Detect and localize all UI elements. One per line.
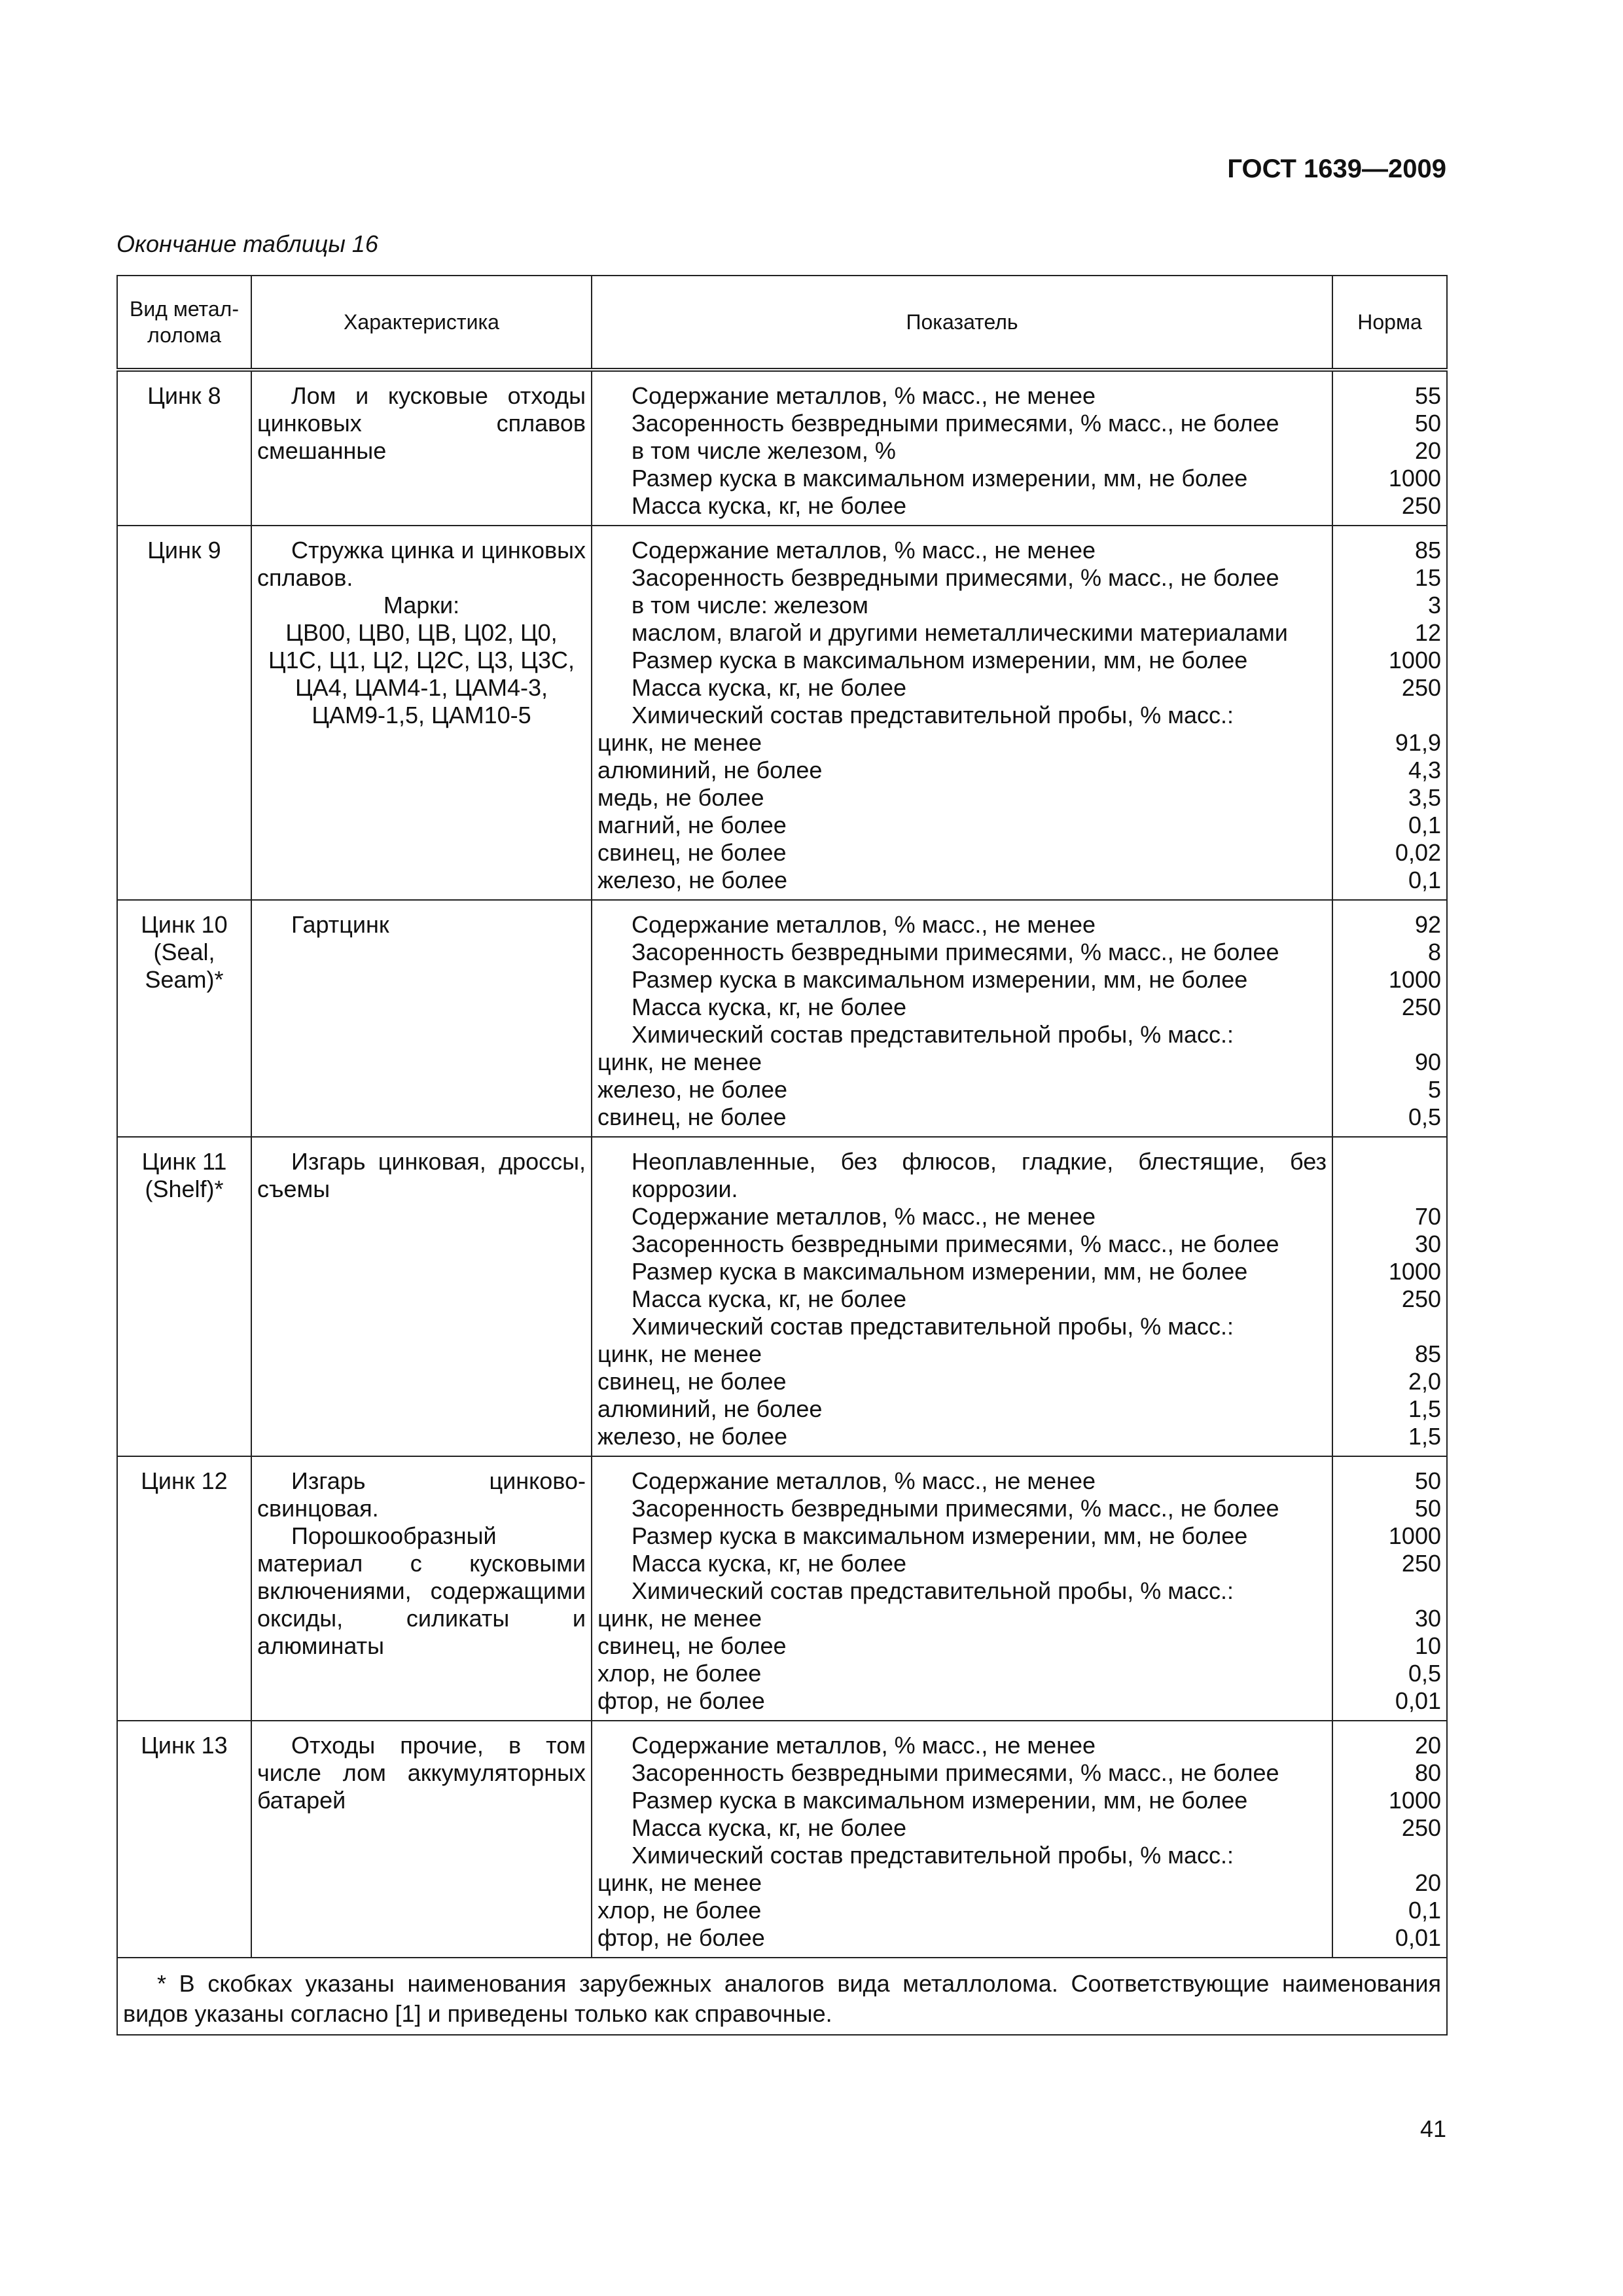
indicator-line: Размер куска в максимальном измерении, мм, не более bbox=[632, 1522, 1248, 1549]
column-header-kind: Вид метал- лолома bbox=[117, 276, 251, 370]
table-row bbox=[117, 900, 1447, 1137]
characteristic-cell bbox=[251, 1137, 592, 1456]
norm-cell bbox=[1332, 526, 1447, 900]
norm-cell bbox=[1332, 900, 1447, 1137]
table-row bbox=[117, 1721, 1447, 1958]
table-row bbox=[117, 370, 1447, 526]
norm-cell bbox=[1332, 1721, 1447, 1958]
table-row bbox=[117, 1137, 1447, 1456]
norm-value: 0,01 bbox=[1395, 1924, 1441, 1951]
indicator-line: железо, не более bbox=[597, 867, 788, 893]
norm-value: 92 bbox=[1414, 911, 1441, 938]
indicator-line: Засоренность безвредными примесями, % масс., не более bbox=[632, 1230, 1279, 1257]
scrap-kind-cell bbox=[117, 526, 251, 900]
norm-value: 1000 bbox=[1388, 1258, 1441, 1285]
indicator-line: Содержание металлов, % масс., не менее bbox=[632, 382, 1096, 409]
indicator-line: хлор, не более bbox=[597, 1897, 762, 1924]
norm-value: 5 bbox=[1427, 1076, 1441, 1103]
indicator-line: алюминий, не более bbox=[597, 1395, 823, 1422]
characteristic-text: Стружка цинка и цинковых сплавов. bbox=[257, 537, 586, 591]
characteristic-cell bbox=[251, 526, 592, 900]
scrap-kind-label: Seam)* bbox=[145, 966, 224, 993]
norm-value: 250 bbox=[1401, 1285, 1441, 1312]
norm-value bbox=[1338, 1577, 1441, 1605]
scrap-kind-label: Цинк 12 bbox=[141, 1467, 228, 1494]
indicator-line: свинец, не более bbox=[597, 1632, 787, 1659]
indicator-line: Содержание металлов, % масс., не менее bbox=[632, 537, 1096, 564]
indicator-line: Химический состав представительной пробы, % масс.: bbox=[632, 1577, 1234, 1604]
norm-value: 50 bbox=[1414, 410, 1441, 437]
norm-value: 1,5 bbox=[1408, 1395, 1441, 1422]
norm-value: 0,5 bbox=[1408, 1103, 1441, 1130]
norm-value: 1000 bbox=[1388, 1787, 1441, 1814]
norm-cell bbox=[1332, 370, 1447, 526]
indicator-line: цинк, не менее bbox=[597, 1049, 762, 1075]
norm-value: 4,3 bbox=[1408, 757, 1441, 783]
indicator-line: Масса куска, кг, не более bbox=[632, 674, 907, 701]
norm-value: 250 bbox=[1401, 994, 1441, 1020]
indicator-line: Химический состав представительной пробы, % масс.: bbox=[632, 702, 1234, 728]
indicator-line: свинец, не более bbox=[597, 1368, 787, 1395]
norm-value: 250 bbox=[1401, 1814, 1441, 1841]
characteristic-text: Изгарь цинковая, дроссы, съемы bbox=[257, 1148, 586, 1202]
norm-value: 1000 bbox=[1388, 1522, 1441, 1549]
footnote-row bbox=[117, 1958, 1447, 2035]
norm-cell bbox=[1332, 1137, 1447, 1456]
characteristic-text: Отходы прочие, в том числе лом аккумуляторных батарей bbox=[257, 1732, 586, 1814]
metal-scrap-table bbox=[116, 275, 1448, 2036]
characteristic-cell bbox=[251, 1721, 592, 1958]
indicator-line: цинк, не менее bbox=[597, 729, 762, 756]
indicator-line: фтор, не более bbox=[597, 1687, 765, 1714]
norm-value bbox=[1338, 1021, 1441, 1049]
norm-value: 85 bbox=[1414, 537, 1441, 564]
indicator-cell bbox=[592, 1456, 1332, 1721]
indicator-line: Размер куска в максимальном измерении, мм, не более bbox=[632, 647, 1248, 673]
norm-value: 10 bbox=[1414, 1632, 1441, 1659]
indicator-cell bbox=[592, 900, 1332, 1137]
indicator-intro: Неоплавленные, без флюсов, гладкие, блестящие, без коррозии. bbox=[632, 1148, 1327, 1202]
scrap-kind-cell bbox=[117, 900, 251, 1137]
norm-value: 91,9 bbox=[1395, 729, 1441, 756]
norm-value bbox=[1338, 1313, 1441, 1340]
norm-value: 0,5 bbox=[1408, 1660, 1441, 1687]
scrap-kind-cell bbox=[117, 370, 251, 526]
indicator-line: Размер куска в максимальном измерении, мм, не более bbox=[632, 966, 1248, 993]
norm-value: 0,1 bbox=[1408, 812, 1441, 838]
scrap-kind-label: (Seal, bbox=[153, 939, 215, 965]
scrap-kind-cell bbox=[117, 1721, 251, 1958]
norm-value: 30 bbox=[1414, 1605, 1441, 1632]
norm-value: 250 bbox=[1401, 1550, 1441, 1577]
indicator-line: Содержание металлов, % масс., не менее bbox=[632, 1203, 1096, 1230]
norm-value: 70 bbox=[1414, 1203, 1441, 1230]
norm-value: 85 bbox=[1414, 1340, 1441, 1367]
page-number: 41 bbox=[1419, 2115, 1446, 2142]
characteristic-cell bbox=[251, 1456, 592, 1721]
norm-value: 0,1 bbox=[1408, 867, 1441, 893]
indicator-line: маслом, влагой и другими неметаллическими материалами bbox=[632, 619, 1288, 646]
scrap-kind-label: Цинк 10 bbox=[141, 911, 228, 938]
indicator-line: алюминий, не более bbox=[597, 757, 823, 783]
indicator-line: Масса куска, кг, не более bbox=[632, 1814, 907, 1841]
indicator-line: Размер куска в максимальном измерении, мм, не более bbox=[632, 1258, 1248, 1285]
indicator-line: железо, не более bbox=[597, 1076, 788, 1103]
indicator-line: Засоренность безвредными примесями, % масс., не более bbox=[632, 564, 1279, 591]
norm-value: 3,5 bbox=[1408, 784, 1441, 811]
characteristic-text: Порошкообразный материал с кусковыми включениями, содержащими оксиды, силикаты и алюминаты bbox=[257, 1522, 586, 1659]
norm-value: 0,01 bbox=[1395, 1687, 1441, 1714]
norm-value: 3 bbox=[1427, 592, 1441, 619]
indicator-line: хлор, не более bbox=[597, 1660, 762, 1687]
norm-value: 1000 bbox=[1388, 647, 1441, 673]
scrap-kind-label: Цинк 9 bbox=[147, 537, 221, 564]
norm-value: 30 bbox=[1414, 1230, 1441, 1257]
indicator-line: Засоренность безвредными примесями, % масс., не более bbox=[632, 939, 1279, 965]
indicator-line: железо, не более bbox=[597, 1423, 788, 1450]
norm-cell bbox=[1332, 1456, 1447, 1721]
indicator-line: Засоренность безвредными примесями, % масс., не более bbox=[632, 1759, 1279, 1786]
norm-value: 12 bbox=[1414, 619, 1441, 646]
scrap-kind-label: Цинк 13 bbox=[141, 1732, 228, 1759]
indicator-line: свинец, не более bbox=[597, 1103, 787, 1130]
norm-value: 1000 bbox=[1388, 966, 1441, 993]
column-header-characteristic: Характеристика bbox=[251, 276, 592, 370]
norm-value: 80 bbox=[1414, 1759, 1441, 1786]
table-row bbox=[117, 1456, 1447, 1721]
norm-value: 8 bbox=[1427, 939, 1441, 965]
indicator-line: цинк, не менее bbox=[597, 1605, 762, 1632]
indicator-line: Содержание металлов, % масс., не менее bbox=[632, 911, 1096, 938]
indicator-line: в том числе: железом bbox=[632, 592, 868, 619]
grades-label: Марки: bbox=[383, 592, 460, 619]
norm-value bbox=[1338, 1842, 1441, 1869]
scrap-kind-cell bbox=[117, 1137, 251, 1456]
table-caption: Окончание таблицы 16 bbox=[116, 230, 378, 257]
indicator-line: Содержание металлов, % масс., не менее bbox=[632, 1467, 1096, 1494]
indicator-line: фтор, не более bbox=[597, 1924, 765, 1951]
indicator-line: Химический состав представительной пробы, % масс.: bbox=[632, 1313, 1234, 1340]
table-footnote: * В скобках указаны наименования зарубежных аналогов вида металлолома. Соответствующие наименования видов указаны согласно [1] и приведены только как справочные. bbox=[117, 1958, 1447, 2035]
scrap-kind-label: (Shelf)* bbox=[145, 1175, 224, 1202]
grades-list: ЦВ00, ЦВ0, ЦВ, Ц02, Ц0, Ц1С, Ц1, Ц2, Ц2С, Ц3, Ц3С, ЦА4, ЦАМ4-1, ЦАМ4-3, ЦАМ9-1,5, ЦАМ10-5 bbox=[268, 619, 575, 728]
indicator-line: Засоренность безвредными примесями, % масс., не более bbox=[632, 1495, 1279, 1522]
norm-value: 50 bbox=[1414, 1495, 1441, 1522]
indicator-line: Масса куска, кг, не более bbox=[632, 1285, 907, 1312]
indicator-line: цинк, не менее bbox=[597, 1869, 762, 1896]
norm-value: 55 bbox=[1414, 382, 1441, 409]
norm-value: 250 bbox=[1401, 492, 1441, 519]
document-code: ГОСТ 1639—2009 bbox=[1227, 154, 1446, 183]
norm-value: 1000 bbox=[1388, 465, 1441, 492]
norm-value: 0,1 bbox=[1408, 1897, 1441, 1924]
norm-value: 20 bbox=[1414, 1869, 1441, 1896]
characteristic-cell bbox=[251, 370, 592, 526]
table-body bbox=[117, 370, 1447, 1958]
column-header-norm: Норма bbox=[1332, 276, 1447, 370]
norm-value: 1,5 bbox=[1408, 1423, 1441, 1450]
scrap-kind-label: Цинк 8 bbox=[147, 382, 221, 409]
norm-value: 250 bbox=[1401, 674, 1441, 701]
indicator-line: медь, не более bbox=[597, 784, 764, 811]
indicator-line: свинец, не более bbox=[597, 839, 787, 866]
indicator-line: в том числе железом, % bbox=[632, 437, 896, 464]
indicator-cell bbox=[592, 1721, 1332, 1958]
column-header-indicator: Показатель bbox=[592, 276, 1332, 370]
characteristic-text: Гартцинк bbox=[291, 911, 389, 938]
scrap-kind-cell bbox=[117, 1456, 251, 1721]
norm-value bbox=[1338, 702, 1441, 729]
indicator-line: Химический состав представительной пробы, % масс.: bbox=[632, 1021, 1234, 1048]
characteristic-text: Изгарь цинково-свинцовая. bbox=[257, 1467, 586, 1522]
norm-value: 20 bbox=[1414, 437, 1441, 464]
indicator-line: Масса куска, кг, не более bbox=[632, 1550, 907, 1577]
norm-value: 2,0 bbox=[1408, 1368, 1441, 1395]
norm-value: 90 bbox=[1414, 1049, 1441, 1075]
indicator-cell bbox=[592, 370, 1332, 526]
table-row bbox=[117, 526, 1447, 900]
indicator-line: Размер куска в максимальном измерении, мм, не более bbox=[632, 1787, 1248, 1814]
norm-value: 0,02 bbox=[1395, 839, 1441, 866]
indicator-line: Содержание металлов, % масс., не менее bbox=[632, 1732, 1096, 1759]
norm-value: 50 bbox=[1414, 1467, 1441, 1494]
norm-value: 20 bbox=[1414, 1732, 1441, 1759]
scrap-kind-label: Цинк 11 bbox=[141, 1148, 227, 1175]
indicator-line: Химический состав представительной пробы, % масс.: bbox=[632, 1842, 1234, 1869]
indicator-line: Масса куска, кг, не более bbox=[632, 994, 907, 1020]
indicator-cell bbox=[592, 1137, 1332, 1456]
indicator-line: Засоренность безвредными примесями, % масс., не более bbox=[632, 410, 1279, 437]
indicator-line: цинк, не менее bbox=[597, 1340, 762, 1367]
characteristic-cell bbox=[251, 900, 592, 1137]
table-header-row bbox=[117, 276, 1447, 370]
indicator-line: Масса куска, кг, не более bbox=[632, 492, 907, 519]
norm-value: 15 bbox=[1414, 564, 1441, 591]
indicator-cell bbox=[592, 526, 1332, 900]
indicator-line: Размер куска в максимальном измерении, мм, не более bbox=[632, 465, 1248, 492]
indicator-line: магний, не более bbox=[597, 812, 787, 838]
characteristic-text: Лом и кусковые отходы цинковых сплавов смешанные bbox=[257, 382, 586, 464]
